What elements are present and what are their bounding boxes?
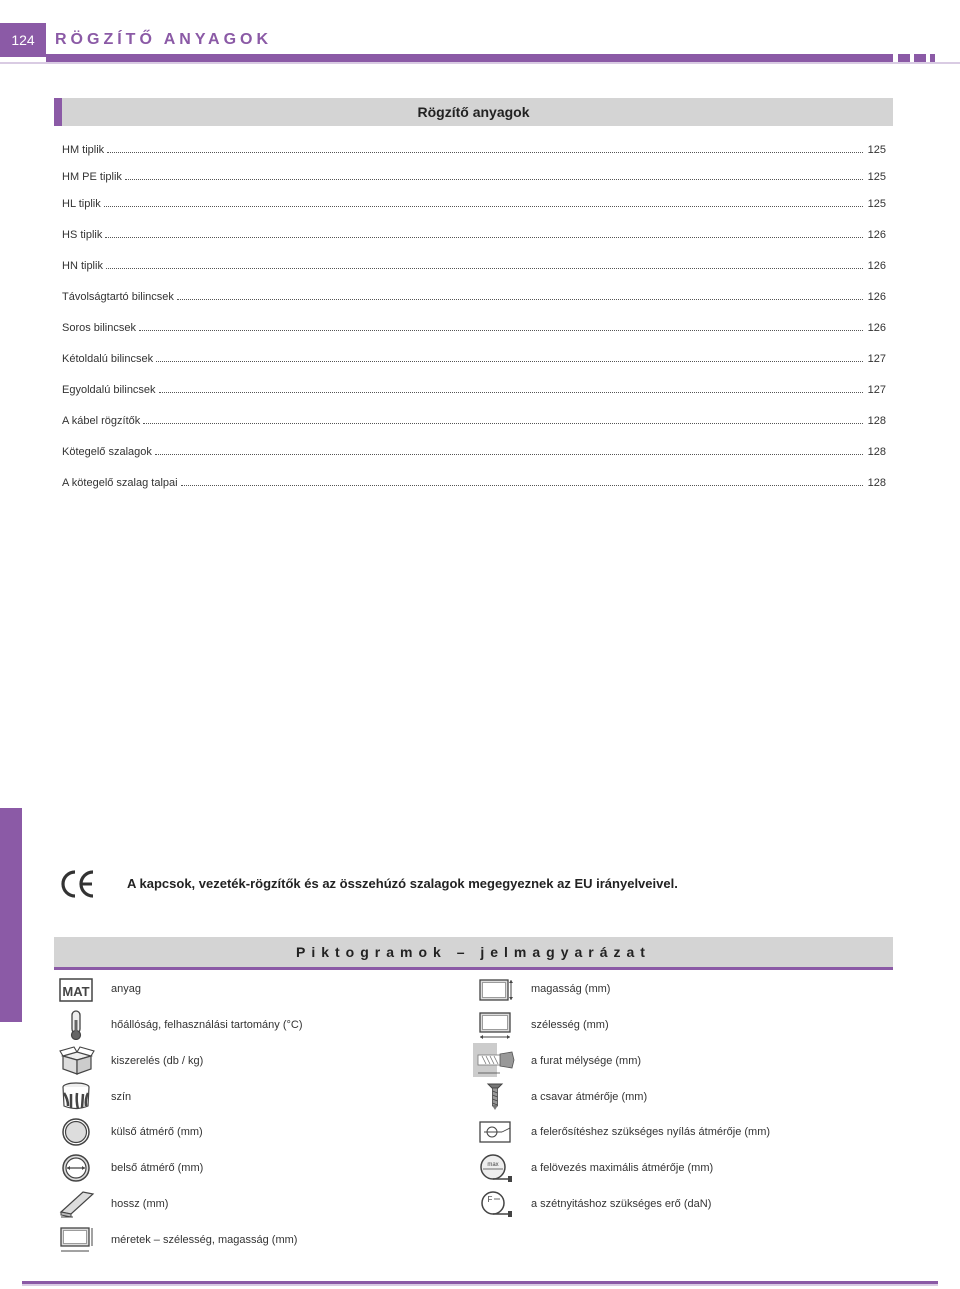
toc-label: Egyoldalú bilincsek (62, 384, 156, 396)
toc-leader (104, 206, 863, 207)
legend-label: méretek – szélesség, magasság (mm) (111, 1234, 298, 1246)
toc-leader (107, 152, 863, 153)
toc-page: 127 (867, 353, 886, 365)
toc-page: 128 (867, 477, 886, 489)
header-divider (0, 62, 960, 64)
toc-item[interactable] (62, 349, 886, 365)
toc-label: A kötegelő szalag talpai (62, 477, 178, 489)
toc-label: Távolságtartó bilincsek (62, 291, 174, 303)
drill-depth-icon (472, 1042, 516, 1078)
toc-page: 126 (867, 322, 886, 334)
legend-label: anyag (111, 983, 141, 995)
toc-item[interactable] (62, 140, 886, 156)
toc-page: 127 (867, 384, 886, 396)
toc-leader (105, 237, 863, 238)
toc-leader (139, 330, 863, 331)
toc-label: HN tiplik (62, 260, 103, 272)
toc-item[interactable] (62, 473, 886, 489)
legend-label: a felerősítéshez szükséges nyílás átmérője (mm) (531, 1126, 771, 1138)
legend-label: szélesség (mm) (531, 1019, 609, 1031)
page-number: 124 (0, 23, 46, 57)
legend-label: a szétnyitáshoz szükséges erő (daN) (531, 1198, 712, 1210)
toc-page: 125 (867, 171, 886, 183)
toc-label: HM tiplik (62, 144, 105, 156)
legend-label: magasság (mm) (531, 983, 611, 995)
side-accent-bar (0, 808, 22, 1022)
height-icon (478, 976, 514, 1006)
toc-leader (155, 454, 863, 455)
toc-item[interactable] (62, 225, 886, 241)
toc-leader (143, 423, 863, 424)
toc-item[interactable] (62, 167, 886, 183)
toc-label: HL tiplik (62, 198, 101, 210)
mat-icon-text: MAT (62, 984, 90, 999)
legend-label: szín (111, 1091, 132, 1103)
legend-label: kiszerelés (db / kg) (111, 1055, 204, 1067)
legend-label: a furat mélysége (mm) (531, 1055, 642, 1067)
mounting-hole-icon (478, 1117, 514, 1147)
paint-bucket-icon (59, 1081, 95, 1111)
box-icon (59, 1046, 95, 1076)
toc-leader (159, 392, 863, 393)
toc-label: HS tiplik (62, 229, 103, 241)
toc-label: HM PE tiplik (62, 171, 122, 183)
mat-icon (59, 976, 95, 1006)
force-icon (478, 1188, 514, 1218)
toc-page: 125 (867, 144, 886, 156)
legend-label: hőállóság, felhasználási tartomány (°C) (111, 1019, 303, 1031)
footer-rule-light (22, 1284, 938, 1286)
header-square (898, 54, 910, 62)
toc-item[interactable] (62, 287, 886, 303)
toc-page: 126 (867, 229, 886, 241)
thermometer-icon (59, 1010, 95, 1040)
header-square (914, 54, 926, 62)
legend-label: a csavar átmérője (mm) (531, 1091, 648, 1103)
toc-leader (156, 361, 863, 362)
toc-page: 128 (867, 415, 886, 427)
force-icon-text: F (487, 1195, 493, 1204)
length-icon (59, 1188, 95, 1218)
dimensions-icon (59, 1224, 95, 1254)
toc-page: 125 (867, 198, 886, 210)
toc-page: 128 (867, 446, 886, 458)
outer-diameter-icon (59, 1117, 95, 1147)
toc-item[interactable] (62, 442, 886, 458)
toc-page: 126 (867, 260, 886, 272)
screw-icon (478, 1081, 514, 1111)
width-icon (478, 1010, 514, 1040)
toc-item[interactable] (62, 194, 886, 210)
pictogram-heading-underline (54, 967, 893, 970)
section-heading-box (54, 98, 893, 126)
toc-leader (125, 179, 863, 180)
max-icon-text: max (487, 1162, 499, 1168)
inner-diameter-icon (59, 1153, 95, 1183)
toc-label: Soros bilincsek (62, 322, 136, 334)
legend-label: belső átmérő (mm) (111, 1162, 204, 1174)
toc-item[interactable] (62, 411, 886, 427)
toc-item[interactable] (62, 256, 886, 272)
ce-mark-icon (60, 868, 96, 900)
section-title: Rögzítő anyagok (417, 104, 530, 120)
page-header-title: RÖGZÍTŐ ANYAGOK (55, 31, 273, 48)
legend-label: külső átmérő (mm) (111, 1126, 203, 1138)
toc-label: A kábel rögzítők (62, 415, 141, 427)
header-bar (46, 54, 893, 62)
max-bundle-icon (478, 1153, 514, 1183)
toc-item[interactable] (62, 318, 886, 334)
pictogram-heading: Piktogramok – jelmagyarázat (296, 944, 651, 960)
header-square (930, 54, 935, 62)
ce-statement: A kapcsok, vezeték-rögzítők és az összehúzó szalagok megegyeznek az EU irányelveivel. (127, 876, 678, 891)
toc-label: Kétoldalú bilincsek (62, 353, 154, 365)
legend-label: a felövezés maximális átmérője (mm) (531, 1162, 714, 1174)
toc-page: 126 (867, 291, 886, 303)
toc-label: Kötegelő szalagok (62, 446, 152, 458)
toc-leader (106, 268, 863, 269)
legend-label: hossz (mm) (111, 1198, 169, 1210)
toc-leader (177, 299, 863, 300)
toc-leader (181, 485, 863, 486)
toc-item[interactable] (62, 380, 886, 396)
